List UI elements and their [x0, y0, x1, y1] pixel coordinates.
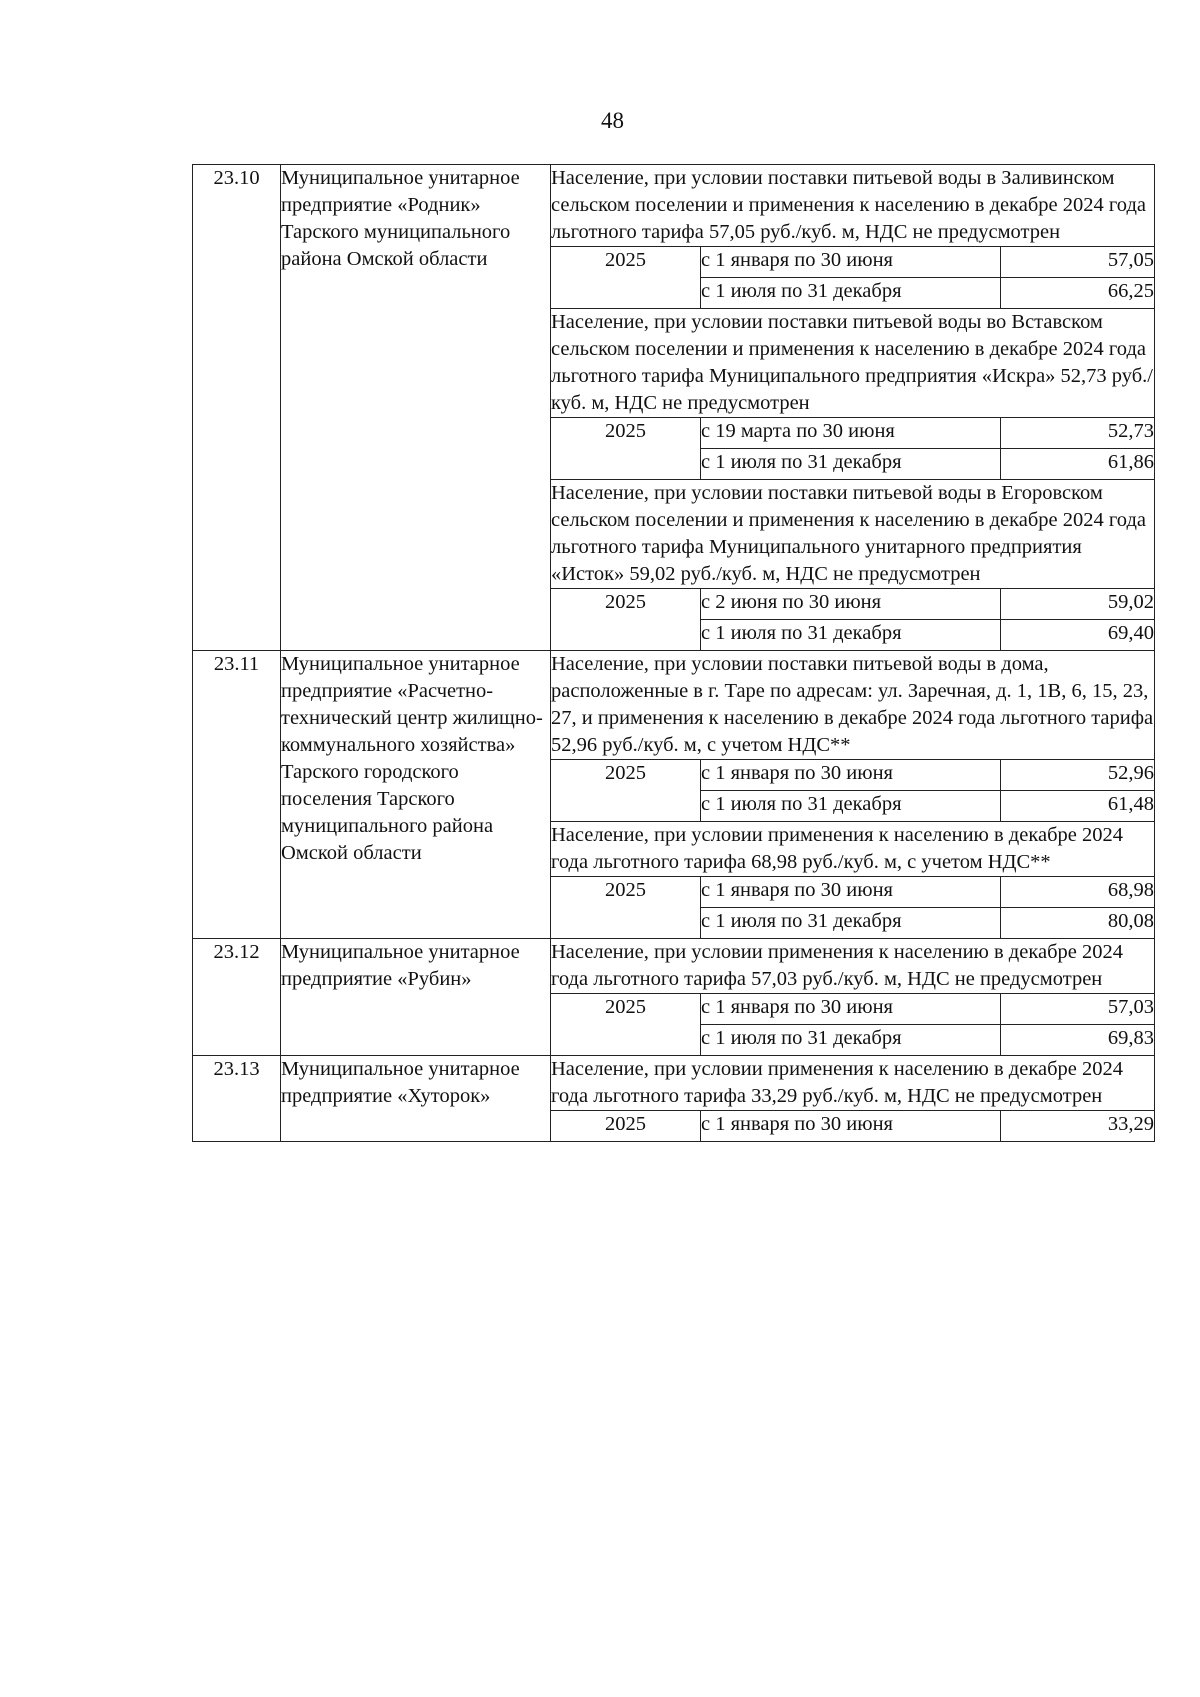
table-row	[193, 1056, 1155, 1111]
row-number: 23.13	[193, 1056, 281, 1142]
tariff-period: с 1 июля по 31 декабря	[701, 620, 1001, 651]
tariff-period: с 1 января по 30 июня	[701, 1111, 1001, 1142]
tariff-value: 52,73	[1001, 418, 1155, 449]
consumer-description: Население, при условии поставки питьевой воды в Заливинском сельском поселении и применения к населению в декабре 2024 года льготного тарифа 57,05 руб./куб. м, НДС не предусмотрен	[551, 165, 1155, 247]
tariff-period: с 1 июля по 31 декабря	[701, 449, 1001, 480]
organization-name: Муниципальное унитарное предприятие «Хуторок»	[281, 1056, 551, 1142]
table-row	[193, 939, 1155, 994]
tariff-period: с 1 июля по 31 декабря	[701, 278, 1001, 309]
tariff-period: с 1 июля по 31 декабря	[701, 1025, 1001, 1056]
consumer-description: Население, при условии поставки питьевой воды в дома, расположенные в г. Таре по адресам: ул. Заречная, д. 1, 1В, 6, 15, 23, 27, и применения к населению в декабре 2024 года льготного тарифа 52,96 руб./куб. м, с учетом НДС**	[551, 651, 1155, 760]
row-number: 23.10	[193, 165, 281, 651]
tariff-value: 33,29	[1001, 1111, 1155, 1142]
consumer-description: Население, при условии применения к населению в декабре 2024 года льготного тарифа 68,98 руб./куб. м, с учетом НДС**	[551, 822, 1155, 877]
organization-name: Муниципальное унитарное предприятие «Расчетно-технический центр жилищно-коммунального хозяйства» Тарского городского поселения Тарского муниципального района Омской области	[281, 651, 551, 939]
tariff-table-body	[193, 165, 1155, 1142]
organization-name: Муниципальное унитарное предприятие «Рубин»	[281, 939, 551, 1056]
tariff-year: 2025	[551, 994, 701, 1056]
organization-name: Муниципальное унитарное предприятие «Родник» Тарского муниципального района Омской области	[281, 165, 551, 651]
tariff-value: 80,08	[1001, 908, 1155, 939]
tariff-value: 52,96	[1001, 760, 1155, 791]
tariff-value: 69,83	[1001, 1025, 1155, 1056]
consumer-description: Население, при условии применения к населению в декабре 2024 года льготного тарифа 57,03 руб./куб. м, НДС не предусмотрен	[551, 939, 1155, 994]
tariff-value: 66,25	[1001, 278, 1155, 309]
tariff-period: с 1 января по 30 июня	[701, 877, 1001, 908]
tariff-period: с 1 июля по 31 декабря	[701, 908, 1001, 939]
tariff-year: 2025	[551, 1111, 701, 1142]
tariff-year: 2025	[551, 760, 701, 822]
tariff-value: 57,03	[1001, 994, 1155, 1025]
tariff-year: 2025	[551, 589, 701, 651]
tariff-value: 69,40	[1001, 620, 1155, 651]
tariff-period: с 1 января по 30 июня	[701, 994, 1001, 1025]
tariff-value: 61,86	[1001, 449, 1155, 480]
tariff-value: 59,02	[1001, 589, 1155, 620]
tariff-year: 2025	[551, 418, 701, 480]
tariff-value: 57,05	[1001, 247, 1155, 278]
tariff-period: с 1 января по 30 июня	[701, 247, 1001, 278]
consumer-description: Население, при условии поставки питьевой воды во Вставском сельском поселении и применения к населению в декабре 2024 года льготного тарифа Муниципального предприятия «Искра» 52,73 руб./куб. м, НДС не предусмотрен	[551, 309, 1155, 418]
table-row	[193, 651, 1155, 760]
tariff-period: с 19 марта по 30 июня	[701, 418, 1001, 449]
consumer-description: Население, при условии поставки питьевой воды в Егоровском сельском поселении и применения к населению в декабре 2024 года льготного тарифа Муниципального унитарного предприятия «Исток» 59,02 руб./куб. м, НДС не предусмотрен	[551, 480, 1155, 589]
tariff-value: 68,98	[1001, 877, 1155, 908]
tariff-year: 2025	[551, 247, 701, 309]
tariff-period: с 1 июля по 31 декабря	[701, 791, 1001, 822]
tariff-year: 2025	[551, 877, 701, 939]
row-number: 23.12	[193, 939, 281, 1056]
tariff-value: 61,48	[1001, 791, 1155, 822]
consumer-description: Население, при условии применения к населению в декабре 2024 года льготного тарифа 33,29 руб./куб. м, НДС не предусмотрен	[551, 1056, 1155, 1111]
row-number: 23.11	[193, 651, 281, 939]
table-row	[193, 165, 1155, 247]
page-number: 48	[601, 108, 624, 133]
tariff-period: с 2 июня по 30 июня	[701, 589, 1001, 620]
tariff-period: с 1 января по 30 июня	[701, 760, 1001, 791]
tariff-table	[192, 164, 1155, 1142]
